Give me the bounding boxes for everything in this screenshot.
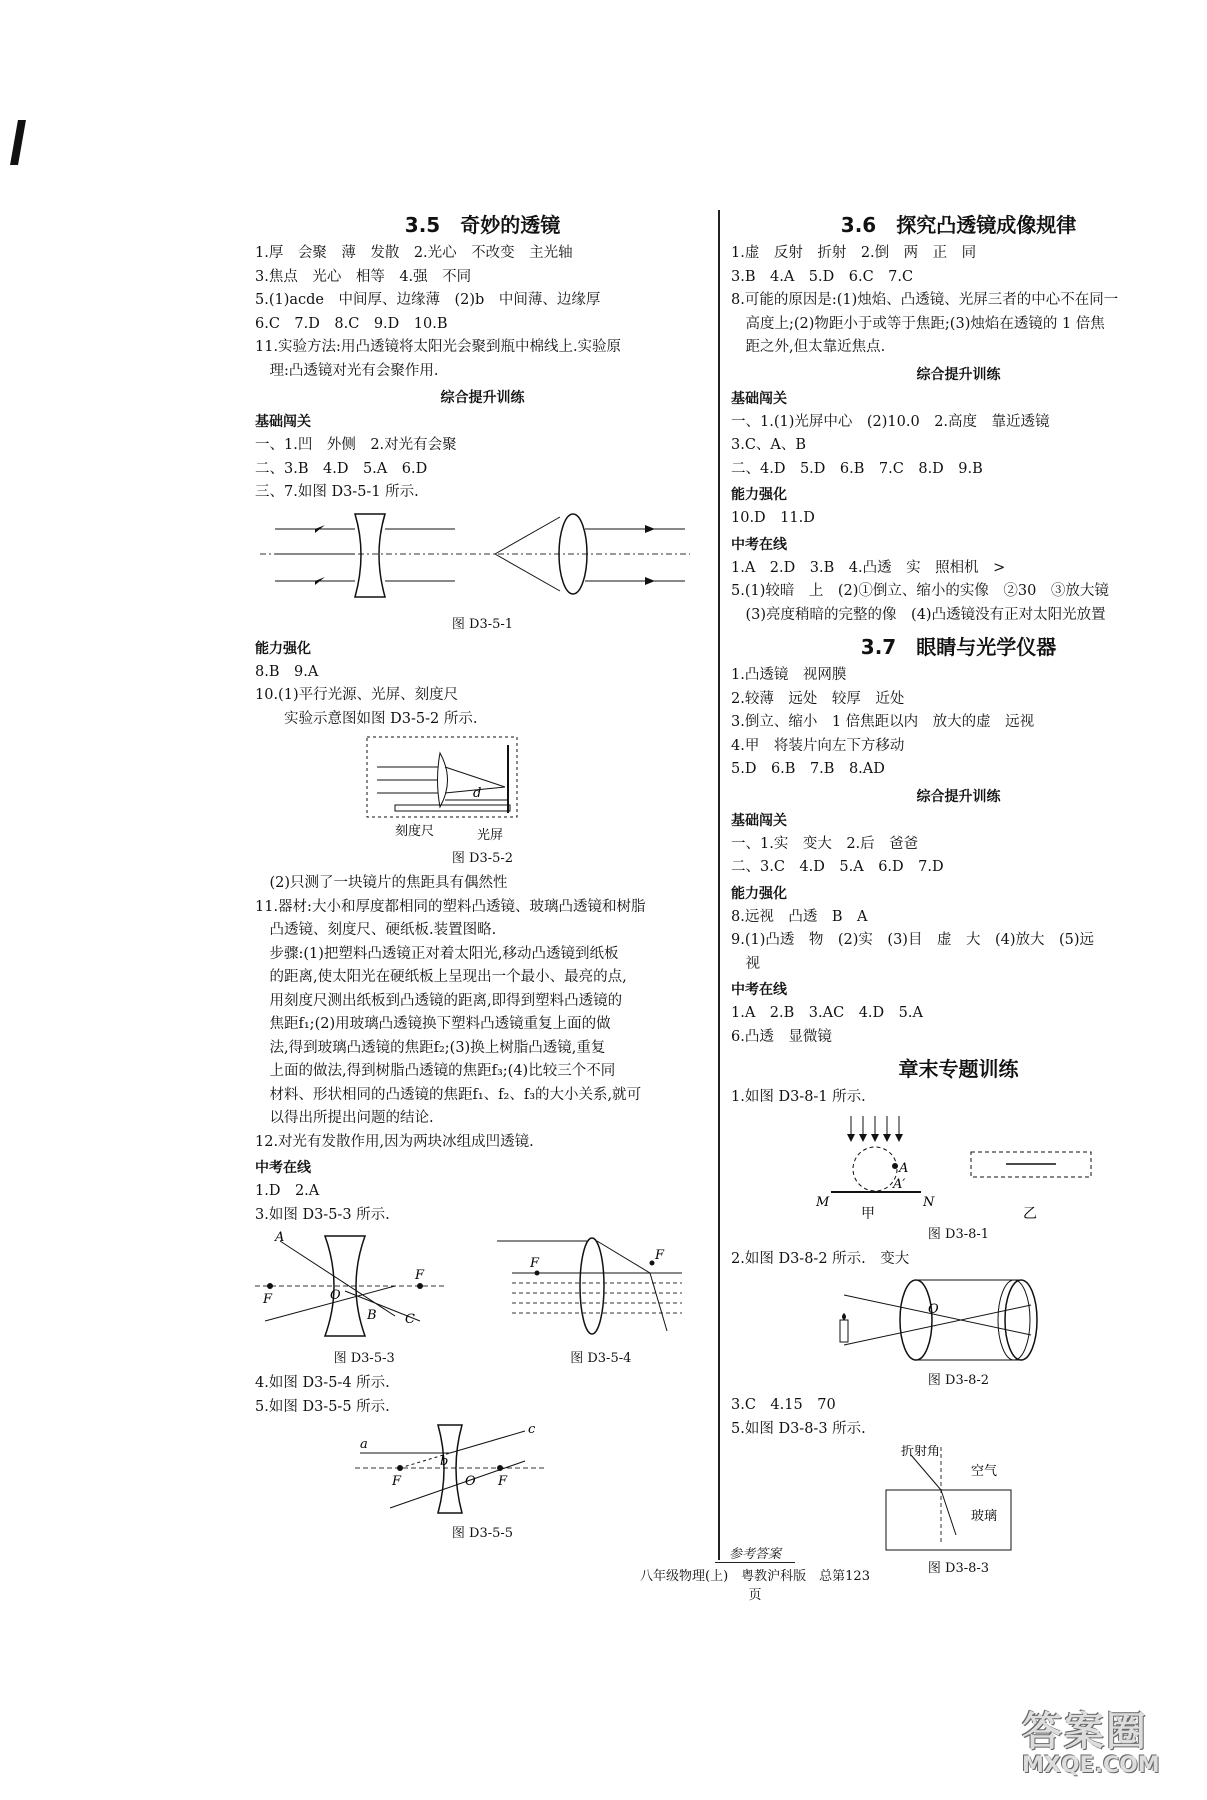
svg-text:A′: A′ xyxy=(893,1176,906,1192)
d-label: d xyxy=(473,786,482,801)
answer-line: 3.焦点 光心 相等 4.强 不同 xyxy=(255,268,472,285)
answer-line: 一、1.(1)光屏中心 (2)10.0 2.高度 靠近透镜 xyxy=(731,413,1050,430)
answer-line: 1.如图 D3-8-1 所示. xyxy=(731,1089,866,1105)
svg-text:乙: 乙 xyxy=(1023,1205,1037,1219)
heading-exam: 中考在线 xyxy=(731,536,787,553)
answer-line: 2.较薄 远处 较厚 近处 xyxy=(731,690,905,707)
answer-line: 2.如图 D3-8-2 所示. 变大 xyxy=(731,1250,910,1267)
watermark-logo xyxy=(1022,1700,1160,1778)
answer-line: 5.如图 D3-8-3 所示. xyxy=(731,1420,866,1437)
answer-line: 10.(1)平行光源、光屏、刻度尺 xyxy=(255,687,459,703)
svg-text:B: B xyxy=(367,1308,377,1323)
heading-ability: 能力强化 xyxy=(731,885,787,902)
ruler-label: 刻度尺 xyxy=(395,824,435,839)
sub-title: 综合提升训练 xyxy=(916,788,1001,805)
concave-lens xyxy=(438,1425,462,1513)
svg-text:F: F xyxy=(392,1474,402,1489)
svg-text:玻璃: 玻璃 xyxy=(971,1509,998,1524)
svg-text:N: N xyxy=(923,1194,935,1210)
svg-text:折射角: 折射角 xyxy=(901,1445,941,1459)
answer-line: (2)只测了一块镜片的焦距具有偶然性 xyxy=(255,875,508,891)
answer-line: 11.实验方法:用凸透镜将太阳光会聚到瓶中棉线上.实验原 xyxy=(255,339,622,355)
right-column xyxy=(731,205,1186,1582)
answer-line: 二、4.D 5.D 6.B 7.C 8.D 9.B xyxy=(731,460,983,477)
convex-lens xyxy=(438,753,448,807)
figure-d3-5-4 xyxy=(492,1231,710,1341)
svg-text:甲: 甲 xyxy=(861,1205,875,1219)
answer-line: 3.C 4.15 70 xyxy=(731,1397,836,1413)
svg-text:O: O xyxy=(928,1302,939,1317)
heading-exam: 中考在线 xyxy=(255,1160,311,1176)
figure-caption: 图 D3-5-1 xyxy=(451,616,514,632)
answer-line: 材料、形状相同的凸透镜的焦距f₁、f₂、f₃的大小关系,就可 xyxy=(255,1086,642,1103)
svg-text:F: F xyxy=(415,1268,425,1283)
heading-exam: 中考在线 xyxy=(731,982,787,998)
edge-mark xyxy=(10,120,26,165)
focal-length-setup xyxy=(365,735,525,843)
svg-text:F: F xyxy=(263,1292,273,1307)
answer-line: 6.凸透 显微镜 xyxy=(731,1028,832,1045)
svg-text:A: A xyxy=(275,1231,285,1245)
answer-line: 3.倒立、缩小 1 倍焦距以内 放大的虚 远视 xyxy=(731,714,1035,730)
section-title: 3.7 眼睛与光学仪器 xyxy=(860,635,1057,659)
answer-line: 12.对光有发散作用,因为两块冰组成凹透镜. xyxy=(255,1133,534,1150)
caption-row xyxy=(255,1345,710,1372)
answer-line: 用刻度尺测出纸板到凸透镜的距离,即得到塑料凸透镜的 xyxy=(255,992,623,1009)
sub-title: 综合提升训练 xyxy=(916,366,1001,383)
section-title: 3.5 奇妙的透镜 xyxy=(404,213,561,237)
svg-text:F: F xyxy=(529,1256,539,1271)
answer-line: 5.如图 D3-5-5 所示. xyxy=(255,1398,390,1415)
answer-line: 3.B 4.A 5.D 6.C 7.C xyxy=(731,268,914,285)
figure-d3-8-2 xyxy=(836,1275,1186,1365)
answer-line: 8.B 9.A xyxy=(255,663,319,680)
answer-line: 二、3.B 4.D 5.A 6.D xyxy=(255,460,428,477)
answer-line: 9.(1)凸透 物 (2)实 (3)目 虚 大 (4)放大 (5)远 xyxy=(731,932,1095,948)
figure-row xyxy=(255,1227,710,1345)
convex-lens xyxy=(580,1238,604,1334)
answer-line: 5.(1)较暗 上 (2)①倒立、缩小的实像 ②30 ③放大镜 xyxy=(731,583,1109,599)
figure-caption: 图 D3-5-2 xyxy=(451,851,514,866)
answer-line: 二、3.C 4.D 5.A 6.D 7.D xyxy=(731,859,944,875)
answer-line: 法,得到玻璃凸透镜的焦距f₂;(3)换上树脂凸透镜,重复 xyxy=(255,1039,606,1056)
figure-d3-5-3 xyxy=(255,1231,473,1341)
answer-line: 1.凸透镜 视网膜 xyxy=(731,667,847,683)
answer-line: 1.A 2.D 3.B 4.凸透 实 照相机 > xyxy=(731,559,1006,576)
svg-text:c: c xyxy=(528,1423,536,1437)
answer-line: 距之外,但太靠近焦点. xyxy=(731,339,886,355)
heading-basic: 基础闯关 xyxy=(255,414,311,430)
svg-text:C: C xyxy=(405,1312,415,1327)
answer-line: 凸透镜、刻度尺、硬纸板.装置图略. xyxy=(255,922,497,938)
left-column xyxy=(255,205,710,1547)
section-title: 3.6 探究凸透镜成像规律 xyxy=(840,213,1077,237)
svg-text:a: a xyxy=(360,1437,368,1452)
svg-text:O: O xyxy=(465,1474,476,1489)
footer-title: 参考答案 xyxy=(715,1543,795,1563)
figure-d3-5-1 xyxy=(255,509,710,609)
answer-line: 一、1.实 变大 2.后 爸爸 xyxy=(731,835,919,852)
answer-line: 一、1.凹 外侧 2.对光有会聚 xyxy=(255,437,457,453)
answer-line: 1.虚 反射 折射 2.倒 两 正 同 xyxy=(731,245,977,261)
answer-line: 1.D 2.A xyxy=(255,1183,320,1199)
answer-line: 焦距f₁;(2)用玻璃凸透镜换下塑料凸透镜重复上面的做 xyxy=(255,1016,611,1032)
heading-ability: 能力强化 xyxy=(731,487,787,503)
screen-label: 光屏 xyxy=(477,828,504,843)
answer-line: 10.D 11.D xyxy=(731,510,815,526)
figure-d3-5-2 xyxy=(365,735,710,843)
svg-text:空气: 空气 xyxy=(971,1464,998,1479)
figure-d3-8-1 xyxy=(811,1114,1186,1219)
figure-caption: 图 D3-8-1 xyxy=(927,1226,990,1242)
answer-line: 4.如图 D3-5-4 所示. xyxy=(255,1375,390,1391)
answer-line: 8.可能的原因是:(1)烛焰、凸透镜、光屏三者的中心不在同一 xyxy=(731,292,1119,308)
answer-line: 3.如图 D3-5-3 所示. xyxy=(255,1206,390,1223)
page-footer xyxy=(640,1543,870,1603)
answer-line: 1.厚 会聚 薄 发散 2.光心 不改变 主光轴 xyxy=(255,245,573,261)
svg-text:O: O xyxy=(330,1288,341,1303)
ruler xyxy=(395,805,510,811)
figure-caption: 图 D3-8-2 xyxy=(927,1373,990,1388)
svg-text:M: M xyxy=(816,1194,830,1210)
answer-line: 三、7.如图 D3-5-1 所示. xyxy=(255,484,419,500)
column-divider xyxy=(718,210,720,1560)
answer-line: 理:凸透镜对光有会聚作用. xyxy=(255,362,439,379)
answer-line: 上面的做法,得到树脂凸透镜的焦距f₃;(4)比较三个不同 xyxy=(255,1063,616,1079)
svg-text:b: b xyxy=(440,1454,449,1469)
answer-line: 步骤:(1)把塑料凸透镜正对着太阳光,移动凸透镜到纸板 xyxy=(255,945,619,962)
figure-d3-8-3 xyxy=(881,1445,1186,1553)
svg-text:F: F xyxy=(654,1248,664,1263)
svg-text:F: F xyxy=(498,1474,508,1489)
concave-lens xyxy=(355,514,385,597)
answer-line: 11.器材:大小和厚度都相同的塑料凸透镜、玻璃凸透镜和树脂 xyxy=(255,898,646,915)
answer-line: 6.C 7.D 8.C 9.D 10.B xyxy=(255,315,448,332)
figure-caption: 图 D3-5-3 xyxy=(333,1351,395,1366)
watermark-url: MXQE.COM xyxy=(1022,1753,1160,1778)
figure-d3-5-5 xyxy=(350,1423,710,1518)
answer-line: 的距离,使太阳光在硬纸板上呈现出一个最小、最亮的点, xyxy=(255,969,627,985)
answer-line: 8.远视 凸透 B A xyxy=(731,908,868,925)
answer-line: 以得出所提出问题的结论. xyxy=(255,1110,434,1126)
footer-info: 八年级物理(上) 粤教沪科版 总第123页 xyxy=(640,1569,870,1603)
figure-caption: 图 D3-8-3 xyxy=(927,1561,990,1576)
answer-line: 实验示意图如图 D3-5-2 所示. xyxy=(255,710,478,727)
heading-basic: 基础闯关 xyxy=(731,812,787,829)
answer-lines xyxy=(255,242,710,383)
svg-text:A: A xyxy=(899,1160,909,1176)
section-title: 章末专题训练 xyxy=(898,1057,1019,1081)
sub-title: 综合提升训练 xyxy=(440,390,525,406)
answer-line: 5.(1)acde 中间厚、边缘薄 (2)b 中间薄、边缘厚 xyxy=(255,292,601,308)
heading-ability: 能力强化 xyxy=(255,640,311,657)
answer-line: (3)亮度稍暗的完整的像 (4)凸透镜没有正对太阳光放置 xyxy=(731,606,1106,623)
answer-line: 5.D 6.B 7.B 8.AD xyxy=(731,761,885,777)
lens-ray-diagram xyxy=(255,509,695,609)
figure-caption: 图 D3-5-5 xyxy=(451,1526,514,1541)
answer-line: 1.A 2.B 3.AC 4.D 5.A xyxy=(731,1005,923,1021)
answer-line: 3.C、A、B xyxy=(731,437,807,453)
answer-line: 视 xyxy=(731,955,760,972)
watermark-text: 答案圈 xyxy=(1022,1709,1148,1755)
answer-line: 高度上;(2)物距小于或等于焦距;(3)烛焰在透镜的 1 倍焦 xyxy=(731,315,1105,332)
heading-basic: 基础闯关 xyxy=(731,390,787,407)
figure-caption: 图 D3-5-4 xyxy=(570,1351,632,1366)
answer-line: 4.甲 将装片向左下方移动 xyxy=(731,737,905,754)
